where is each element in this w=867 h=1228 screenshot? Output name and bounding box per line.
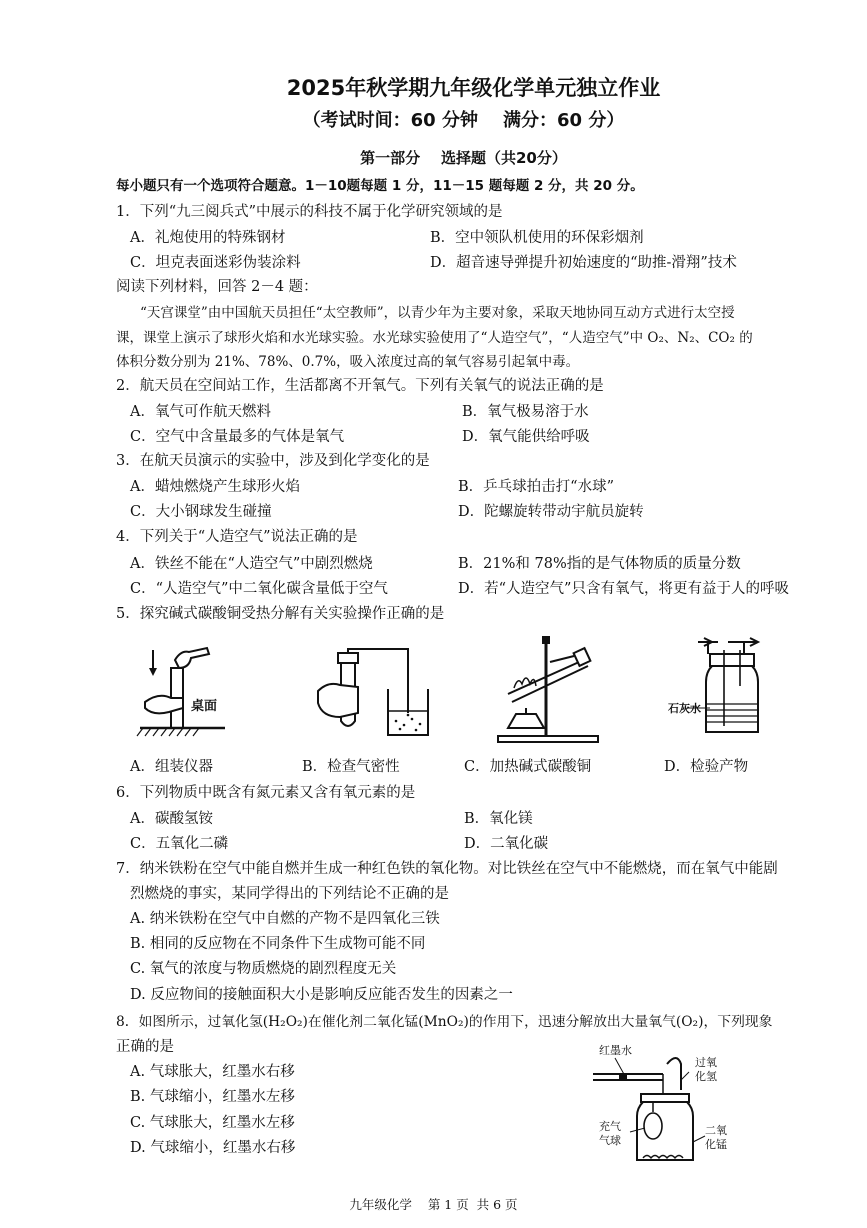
q6-stem: 6．下列物质中既含有氮元素又含有氧元素的是 xyxy=(116,785,416,801)
q6-option-a: A．碳酸氢铵 xyxy=(130,811,213,827)
q8-stem-line1: 8．如图所示，过氧化氢(H₂O₂)在催化剂二氧化锰(MnO₂)的作用下，迅速分解放出大量氧气(O₂)，下列现象 xyxy=(116,1014,773,1030)
q2-option-a: A．氧气可作航天燃料 xyxy=(130,404,271,420)
q5-label-desk: 桌面 xyxy=(191,699,218,714)
q7-stem-line2: 烈燃烧的事实，某同学得出的下列结论不正确的是 xyxy=(130,886,449,902)
exam-title: 2025年秋学期九年级化学单元独立作业 xyxy=(286,76,661,100)
q4-option-d: D．若“人造空气”只含有氧气，将更有益于人的呼吸 xyxy=(458,581,789,597)
reading-intro: 阅读下列材料，回答 2－4 题： xyxy=(116,279,318,295)
q3-stem: 3．在航天员演示的实验中，涉及到化学变化的是 xyxy=(116,453,430,469)
q8-apparatus-figure xyxy=(585,1040,755,1170)
q8-label-red-ink: 红墨水 xyxy=(599,1044,632,1057)
q7-option-c: C. 氧气的浓度与物质燃烧的剧烈程度无关 xyxy=(130,961,397,977)
q8-label-mno2-2: 化锰 xyxy=(705,1138,727,1151)
q5-option-c: C．加热碱式碳酸铜 xyxy=(464,759,592,775)
q5-figure-test-product xyxy=(668,630,778,748)
q8-option-d: D. 气球缩小，红墨水右移 xyxy=(130,1140,296,1156)
q5-figure-assemble xyxy=(135,638,235,746)
q2-option-b: B．氧气极易溶于水 xyxy=(462,404,589,420)
q2-option-d: D．氧气能供给呼吸 xyxy=(462,429,590,445)
q8-label-mno2-1: 二氧 xyxy=(705,1124,727,1137)
q6-option-d: D．二氧化碳 xyxy=(464,836,549,852)
q1-option-a: A．礼炮使用的特殊钢材 xyxy=(130,230,286,246)
q7-option-b: B. 相同的反应物在不同条件下生成物可能不同 xyxy=(130,936,426,952)
q4-option-b: B．21%和 78%指的是气体物质的质量分数 xyxy=(458,556,741,572)
q5-figure-heating xyxy=(488,628,608,746)
q5-option-a: A．组装仪器 xyxy=(130,759,213,775)
q1-stem: 1．下列“九三阅兵式”中展示的科技不属于化学研究领域的是 xyxy=(116,204,503,220)
q5-stem: 5．探究碱式碳酸铜受热分解有关实验操作正确的是 xyxy=(116,606,445,622)
reading-paragraph-line: “天宫课堂”由中国航天员担任“太空教师”，以青少年为主要对象，采取天地协同互动方式进行太空授 xyxy=(140,305,735,321)
q8-label-h2o2-2: 化氢 xyxy=(695,1070,717,1083)
page-footer: 九年级化学 第 1 页 共 6 页 xyxy=(349,1197,518,1212)
q6-option-b: B．氧化镁 xyxy=(464,811,533,827)
q5-option-d: D．检验产物 xyxy=(664,759,749,775)
q3-option-a: A．蜡烛燃烧产生球形火焰 xyxy=(130,479,300,495)
q8-option-c: C. 气球胀大，红墨水左移 xyxy=(130,1115,295,1131)
q7-option-d: D. 反应物间的接触面积大小是影响反应能否发生的因素之一 xyxy=(130,987,513,1003)
q3-option-c: C．大小钢球发生碰撞 xyxy=(130,504,272,520)
reading-paragraph-line: 课，课堂上演示了球形火焰和水光球实验。水光球实验使用了“人造空气”，“人造空气”中 O₂、N₂、CO₂ 的 xyxy=(116,330,753,346)
q4-option-a: A．铁丝不能在“人造空气”中剧烈燃烧 xyxy=(130,556,373,572)
q8-option-b: B. 气球缩小，红墨水左移 xyxy=(130,1089,295,1105)
q7-stem-line1: 7．纳米铁粉在空气中能自燃并生成一种红色铁的氧化物。对比铁丝在空气中不能燃烧，而在氧气中能剧 xyxy=(116,861,778,877)
q5-label-limewater: 石灰水 xyxy=(668,702,701,715)
q2-option-c: C．空气中含量最多的气体是氧气 xyxy=(130,429,345,445)
q7-option-a: A. 纳米铁粉在空气中自燃的产物不是四氧化三铁 xyxy=(130,911,440,927)
q4-option-c: C．“人造空气”中二氧化碳含量低于空气 xyxy=(130,581,388,597)
q1-option-c: C．坦克表面迷彩伪装涂料 xyxy=(130,255,301,271)
q3-option-d: D．陀螺旋转带动宇航员旋转 xyxy=(458,504,644,520)
q8-label-h2o2-1: 过氧 xyxy=(695,1056,717,1069)
q8-option-a: A. 气球胀大，红墨水右移 xyxy=(130,1064,295,1080)
q1-option-d: D．超音速导弹提升初始速度的“助推-滑翔”技术 xyxy=(430,255,737,271)
q8-stem-line2: 正确的是 xyxy=(116,1039,174,1055)
reading-paragraph-line: 体积分数分别为 21%、78%、0.7%，吸入浓度过高的氧气容易引起氧中毒。 xyxy=(116,354,580,370)
q8-label-balloon-1: 充气 xyxy=(599,1120,621,1133)
q5-option-b: B．检查气密性 xyxy=(302,759,400,775)
part-heading: 第一部分 选择题（共20分） xyxy=(360,149,567,167)
q4-stem: 4．下列关于“人造空气”说法正确的是 xyxy=(116,529,358,545)
q5-figure-airtight xyxy=(310,645,440,745)
q3-option-b: B．乒乓球拍击打“水球” xyxy=(458,479,614,495)
q2-stem: 2．航天员在空间站工作，生活都离不开氧气。下列有关氧气的说法正确的是 xyxy=(116,378,604,394)
q6-option-c: C．五氧化二磷 xyxy=(130,836,229,852)
q1-option-b: B．空中领队机使用的环保彩烟剂 xyxy=(430,230,644,246)
q8-label-balloon-2: 气球 xyxy=(599,1134,621,1147)
exam-subtitle: （考试时间：60 分钟 满分：60 分） xyxy=(302,110,625,131)
instruction-text: 每小题只有一个选项符合题意。1－10题每题 1 分，11－15 题每题 2 分，共 20 分。 xyxy=(116,178,644,194)
